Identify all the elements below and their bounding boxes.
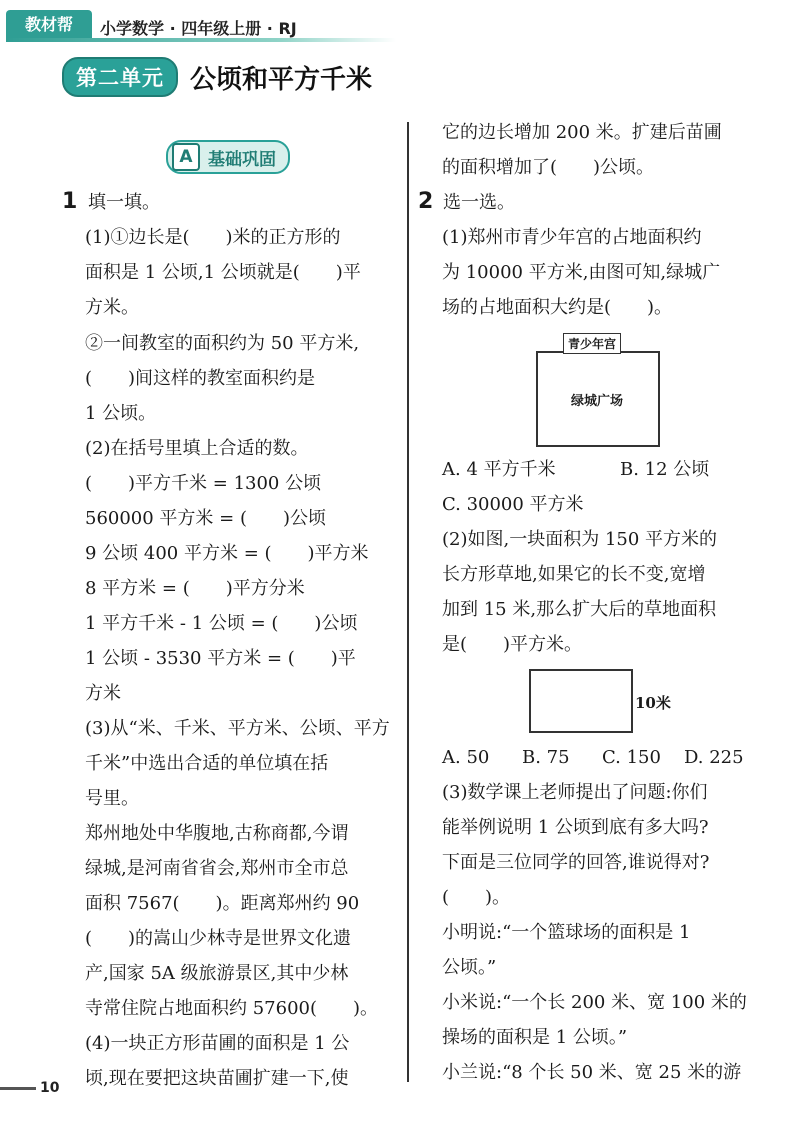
text-line: 为 10000 平方米,由图可知,绿城广 [442, 262, 721, 283]
option-c: C. 30000 平方米 [442, 494, 584, 515]
text-line: ( )。 [442, 887, 511, 908]
text-line: (1)郑州市青少年宫的占地面积约 [442, 227, 702, 248]
page-header [0, 0, 800, 52]
text-line: 填一填。 [88, 192, 160, 213]
text-line: 1 公顷 - 3530 平方米 = ( )平 [85, 648, 356, 669]
text-line: 选一选。 [443, 192, 515, 213]
text-line: 面积 7567( )。距离郑州约 90 [85, 893, 360, 914]
option-d: D. 225 [684, 747, 744, 768]
text-line: 长方形草地,如果它的长不变,宽增 [442, 564, 706, 585]
text-line: 号里。 [85, 788, 139, 809]
text-line: 是( )平方米。 [442, 634, 583, 655]
option-a: A. 4 平方千米 [442, 459, 556, 480]
text-line: 公顷。” [442, 957, 497, 978]
text-line: 千米”中选出合适的单位填在括 [85, 753, 329, 774]
section-badge [166, 140, 290, 174]
text-line: 小兰说:“8 个长 50 米、宽 25 米的游 [442, 1062, 742, 1083]
option-b: B. 75 [522, 747, 570, 768]
figure-label-width: 10米 [635, 694, 671, 712]
unit-name: 公顷和平方千米 [190, 64, 373, 95]
text-line: ( )间这样的教室面积约是 [85, 368, 316, 389]
option-b: B. 12 公顷 [620, 459, 710, 480]
text-line: (3)数学课上老师提出了问题:你们 [442, 782, 708, 803]
text-line: (3)从“米、千米、平方米、公顷、平方 [85, 718, 390, 739]
text-line: 小米说:“一个长 200 米、宽 100 米的 [442, 992, 747, 1013]
text-line: 加到 15 米,那么扩大后的草地面积 [442, 599, 717, 620]
option-a: A. 50 [442, 747, 490, 768]
text-line: (2)如图,一块面积为 150 平方米的 [442, 529, 718, 550]
text-line: 郑州地处中华腹地,古称商都,今谓 [85, 823, 349, 844]
page-number-rule [0, 1087, 36, 1090]
text-line: 操场的面积是 1 公顷。” [442, 1027, 628, 1048]
text-line: 绿城,是河南省省会,郑州市全市总 [85, 858, 349, 879]
text-line: 560000 平方米 = ( )公顷 [85, 508, 327, 529]
text-line: 1 平方千米 - 1 公顷 = ( )公顷 [85, 613, 358, 634]
text-line: 场的占地面积大约是( )。 [442, 297, 673, 318]
unit-badge: 第二单元 [62, 57, 178, 97]
figure-label-youth-palace: 青少年宫 [563, 333, 621, 354]
text-line: 9 公顷 400 平方米 = ( )平方米 [85, 543, 369, 564]
page-number-value: 10 [40, 1080, 60, 1096]
brand-tab: 教材帮 [6, 10, 92, 40]
text-line: 产,国家 5A 级旅游景区,其中少林 [85, 963, 349, 984]
text-line: 的面积增加了( )公顷。 [442, 157, 655, 178]
question-number-2: 2 [418, 189, 434, 214]
text-line: 方米 [85, 683, 121, 704]
unit-title [62, 60, 372, 94]
text-line: ( )平方千米 = 1300 公顷 [85, 473, 322, 494]
option-c: C. 150 [602, 747, 661, 768]
text-line: 下面是三位同学的回答,谁说得对? [442, 852, 710, 873]
text-line: ②一间教室的面积约为 50 平方米, [85, 333, 360, 354]
text-line: (4)一块正方形苗圃的面积是 1 公 [85, 1033, 350, 1054]
text-line: 能举例说明 1 公顷到底有多大吗? [442, 817, 709, 838]
page-number [0, 1080, 59, 1096]
text-line: 8 平方米 = ( )平方分米 [85, 578, 305, 599]
text-line: 方米。 [85, 297, 139, 318]
text-line: 寺常住院占地面积约 57600( )。 [85, 998, 379, 1019]
figure-label-plaza: 绿城广场 [571, 394, 624, 409]
section-letter: A [172, 143, 200, 171]
text-line: 它的边长增加 200 米。扩建后苗圃 [442, 122, 722, 143]
book-subtitle: 小学数学 · 四年级上册 · RJ [100, 19, 297, 38]
text-line: 顷,现在要把这块苗圃扩建一下,使 [85, 1068, 349, 1089]
column-divider [407, 122, 409, 1082]
figure-rectangle-lawn [529, 669, 633, 733]
section-label: 基础巩固 [208, 149, 276, 170]
text-line: 面积是 1 公顷,1 公顷就是( )平 [85, 262, 361, 283]
question-number-1: 1 [62, 189, 78, 214]
text-line: 1 公顷。 [85, 403, 157, 424]
text-line: (2)在括号里填上合适的数。 [85, 438, 309, 459]
text-line: (1)①边长是( )米的正方形的 [85, 227, 341, 248]
text-line: ( )的嵩山少林寺是世界文化遗 [85, 928, 352, 949]
text-line: 小明说:“一个篮球场的面积是 1 [442, 922, 691, 943]
